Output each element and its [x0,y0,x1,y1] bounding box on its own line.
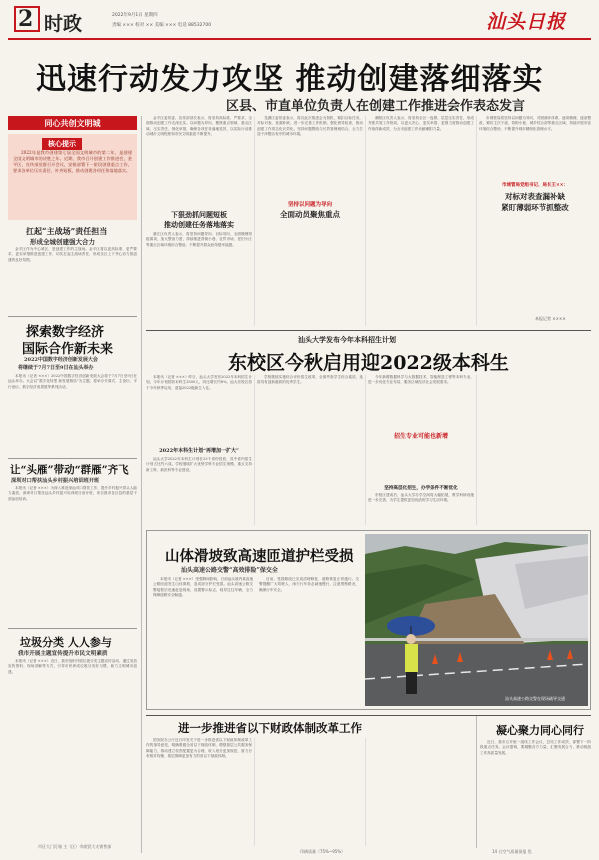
article1-subtitle: 形成全城创建强大合力 [30,238,95,246]
photo-subtitle: 汕头高速公路交警“高效排险”保交全 [181,567,278,574]
left-rule-1 [8,316,137,317]
mid-sub-a: 2022年本科生计划“再增加一扩大” [159,448,239,454]
mid-sub-c: 坚持高层化招生，办学条件不断优化 [384,486,458,491]
bottom-col-2 [257,738,363,846]
lead-subtitle: 区县、市直单位负责人在创建工作推进会作表态发言 [226,99,526,114]
lead-col-3 [146,160,252,326]
lead-col-5 [479,116,591,326]
mid-col-2 [257,375,363,525]
lead-sub2: 下狠劲抓问题短板 [171,210,227,219]
core-tip-tag: 核心提示 [42,138,82,150]
mid-divider-3 [476,375,477,525]
lead-sub3-sub: 紧盯薄弱环节抓整改 [501,203,569,212]
editor-line: 责编 ××× 校对 ×× 美编 ××× 电话 88532700 [112,23,212,28]
lead-divider-2 [365,116,366,326]
masthead-rule [8,38,591,40]
lead-sub1-sub: 全面动员聚焦重点 [280,210,340,219]
article4-title: 垃圾分类 人人参与 [20,636,112,649]
article2-title2: 国际合作新未来 [22,342,114,357]
lead-title: 迅速行动发力攻坚 推动创建落细落实 [36,62,544,97]
date-line: 2022年9月1日 星期四 [112,13,158,18]
landslide-photo [365,534,588,706]
photo-text-1: 本报讯（记者 ×××）受强降雨影响，日前汕头境内某高速公路匝道发生山体滑坡，造成部分护栏受损。汕头高速公路交警接报后迅速赶赴现场，设置警示标志，疏导过往车辆，全力保障道路安全畅通。 [153,577,253,598]
mid-sub-b: 招生专业可能也新增 [393,433,448,440]
photo-text-2: 目前，受损路段已完成清理修复，道路恢复正常通行。交警提醒广大驾驶人，雨天行车务必减速慢行，注意观察路况，确保行车安全。 [259,577,359,592]
bottom-col-2-text [257,738,363,846]
lead-col-2-text-b [257,230,363,326]
left-rule-3 [8,628,137,629]
mid-kicker: 汕头大学发布今年本科招生计划 [298,335,396,344]
lead-col-4 [368,116,474,326]
photo-story [146,530,591,710]
article3-subtitle: 深圳对口帮扶汕头乡村振兴培训班开班 [11,478,100,484]
officer-head [406,634,416,644]
newspaper-logo: 汕头日报 [486,11,567,33]
photo-caption-group [505,695,565,701]
lead-col-5-text [479,214,591,314]
bottom-divider-1 [254,738,255,846]
photo-caption: 汕头高速公路交警在现场疏导交通 [505,696,565,701]
article2-body: 本报讯（记者 ×××）2022中国数字经济创新发展大会将于7月7日至9日在汕头举办。大会以“数字化转型 新发展格局”为主题，将举办开幕式、主论坛、平行论坛、数字经济成果展等系列活动。 [8,374,137,389]
right-col-text: 近日，我市召开统一战线工作会议，总结工作成效，部署下一阶段重点任务。会议强调，要凝聚各方力量，汇聚发展合力，推动统战工作高质量发展。 [480,740,591,755]
article1-title: 扛起“主战场”责任担当 [26,226,108,236]
photo-title: 山体滑坡致高速匝道护栏受损 [165,548,354,565]
article2-sub2: 将继续于7月7日至9日在汕头举办 [18,365,94,371]
lead-sign: 本报记者 ×××× [535,316,566,321]
article2-sub1: 2022中国数字经济创新发展大会 [24,357,98,363]
bottom-rule [146,715,591,716]
lead-sub3-pre: 市城管局党组书记、局长王××： [501,183,569,188]
bottom-col-3 [368,738,474,846]
mid-col-4-text [479,375,591,525]
lead-col-4-text: 潮阳区负责人表示，将坚持全区一盘棋，层层压实责任，形成齐抓共管工作格局，以更大决心、更实举措、更强力度推动创建工作取得新成效，为全市创建工作贡献潮阳力量。 [368,116,474,131]
bottom-divider-2 [365,738,366,846]
article4-subtitle: 我市开展主题宣传提升市民文明素质 [18,651,108,657]
masthead [0,0,599,40]
article3-body: 本报讯（记者 ×××）为深入推进深汕对口帮扶工作，提升乡村振兴带头人能力素质，深圳对口帮扶汕头乡村振兴培训班日前开班，来自我市各区县的基层干部参加培训。 [8,486,137,501]
officer-legs [406,672,417,694]
mid-divider-1 [254,375,255,525]
lead-col-2 [257,116,363,326]
article2-title: 探索数字经济 [26,325,105,340]
right-title: 凝心聚力同心同行 [496,724,584,737]
mid-col-1 [146,375,252,525]
mid-rule [146,330,591,331]
footer-left: 印刷质量（75%~95%） [300,849,346,854]
mid-col-2-text: 学校继续实施综合评价招生改革，全面考查学生综合素质，选拔具有创新潜质的优秀学生。 [257,375,363,385]
article1-body: 金平区作为中心城区，是创建工作的主战场。金平区将以更高标准、更严要求、更实举措推进创建工作，切实扛起主战场责任，形成全区上下齐心协力抓创建的良好氛围。 [8,247,137,262]
guardrail [365,638,588,641]
core-tip-text: 2022年是我市创建第七届全国文明城市的第二年，是创建全国文明城市的决胜之年。近期，我市召开创建工作推进会，金平区、宣传部党群召开会议，安排部署下一阶段创建重点工作，要求各单位压实责任、补齐短板，推动创建各项任务落地落实。 [13,150,132,173]
lead-divider-1 [254,116,255,326]
left-column [8,116,137,854]
lead-col-3-text: 濠江区负责人表示，将坚持问题导向、目标导向，全面梳理短板弱项，加大整治力度，持续推进背街小巷、农贸市场、老旧小区等重点区域环境综合整治，不断提升群众获得感幸福感。 [146,232,252,247]
right-col [480,740,591,846]
bottom-col-3-text [368,738,474,846]
left-rule-2 [8,458,137,459]
footer-right: 14 日空气质量预报 优 [492,849,532,854]
lead-col-1-text: 金平区委常委、宣传部部长表示，将坚持高标准、严要求，全面推动创建工作走深走实。以问题为导向，聚焦重点领域、重点区域，压实责任，细化举措，确保各项任务落地见效，以实际行动推动城市文明程度和市民文明素质不断提升。 [146,116,252,137]
article4-body: 本报讯（记者 ×××）近日，我市组织开展垃圾分类主题宣传活动，通过发放宣传资料、现场讲解等方式，引导市民养成垃圾分类好习惯，助力文明城市创建。 [8,659,137,674]
divider-left [141,116,142,853]
article3-title: 让“头雁”带动“群雁”齐飞 [10,464,129,476]
bottom-divider-3 [476,716,477,848]
lead-sub3: 对标对表查漏补缺 [505,192,565,201]
left-footer: 市区大门灯箱 主（区）市商贸大夫销售部 [38,844,112,849]
mid-col-4 [479,375,591,525]
officer-vest [405,644,418,672]
lead-sub2-sub: 推动创建任务落地落实 [164,220,234,229]
lead-sub1: 坚持以问题为导向 [287,202,332,208]
page-number: 2 [18,6,34,32]
landslide-scene [365,534,588,706]
section-name: 时政 [44,13,83,35]
bottom-title: 进一步推进省以下财政体制改革工作 [178,721,362,735]
mid-col-3-text-b [368,441,474,483]
mid-col-1-text-b: 汕头大学2022年本科生计划在23个省份投放，其中省内招生计划占比约六成。学校继续扩大优势学科专业招生规模，重点支持新工科、新医科等专业建设。 [146,457,252,472]
mid-col-3 [368,375,474,525]
mid-title: 东校区今秋启用迎2022级本科生 [228,352,509,374]
column-banner-label: 同心共创文明城 [44,118,101,128]
lead-divider-3 [476,116,477,326]
bottom-col-1-text: 国务院办公厅近日印发关于进一步推进省以下财政体制改革工作的指导意见，明确要健全省以下财政体制，增强基层公共服务保障能力，推动建立权责配置更为合理、收入划分更加规范、财力分布相对均衡、基层保障更加有力的省以下财政体制。 [146,738,252,759]
mid-col-3-text-c: 东校区建成后，汕头大学办学空间将大幅拓展，教学科研设施进一步完善，为学生提供更加优质的学习生活环境。 [368,493,474,503]
mid-col-3-text: 今年新增数据科学与大数据技术、智能制造工程等本科专业，进一步优化专业布局，服务区域经济社会发展需求。 [368,375,474,385]
lead-col-5-text-top: 市城管局将坚持以问题为导向，对照测评体系，逐项梳理，逐条整改，紧盯主次干道、背街小巷、城乡结合部等重点区域，持续开展市容环境综合整治，不断提升城市精细化管理水平。 [479,116,591,131]
mid-divider-2 [365,375,366,525]
bottom-col-1 [146,738,252,846]
lead-col-2-text: 龙湖区委常委表示，将以此次推进会为契机，紧扣目标任务，对标对表、查漏补缺，进一步完善工作机制，强化督导检查，推动创建工作常态化长效化。坚持问题整改与长效管理相结合，全力打造干净整洁有序的城市环境。 [257,116,363,137]
core-tip-box [8,134,137,220]
mid-col-1-text: 本报讯（记者 ×××）昨日，汕头大学发布2022年本科招生计划，今年计划招收本科生3500人，同比增长约8%。汕大东校区将于今年秋季启用，迎接2022级新生入住。 [146,375,252,390]
